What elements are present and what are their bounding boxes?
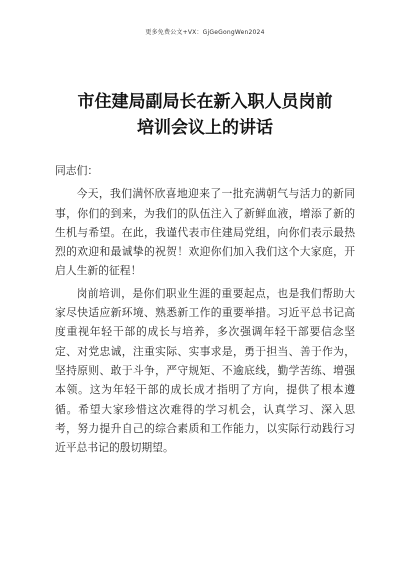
- document-title: 市住建局副局长在新入职人员岗前培训会议上的讲话: [77, 92, 333, 138]
- paragraph-training: 岗前培训，是你们职业生涯的重要起点，也是我们帮助大家尽快适应新环境、熟悉新工作的重要举措。习近平总书记高度重视年轻干部的成长与培养，多次强调年轻干部要信念坚定、对党忠诚，注重实际、实事求是，勇于担当、善于作为，坚持原则、敢于斗争，严守规矩、不逾底线，勤学苦练、增强本领。这为年轻干部的成长成才指明了方向，提供了根本遵循。希望大家珍惜这次难得的学习机会，认真学习、深入思考，努力提升自己的综合素质和工作能力，以实际行动践行习近平总书记的殷切期望。: [55, 286, 355, 455]
- header-note: 更多免费公文+VX：GjGeGongWen2024: [145, 29, 265, 36]
- paragraph-welcome: 今天，我们满怀欣喜地迎来了一批充满朝气与活力的新同事，你们的到来，为我们的队伍注入了新鲜血液，增添了新的生机与希望。在此，我谨代表市住建局党组，向你们表示最热烈的欢迎和最诚挚的祝贺！欢迎你们加入我们这个大家庭，开启人生新的征程！: [55, 187, 355, 278]
- document-body: [55, 161, 355, 460]
- greeting: 同志们：: [55, 164, 99, 177]
